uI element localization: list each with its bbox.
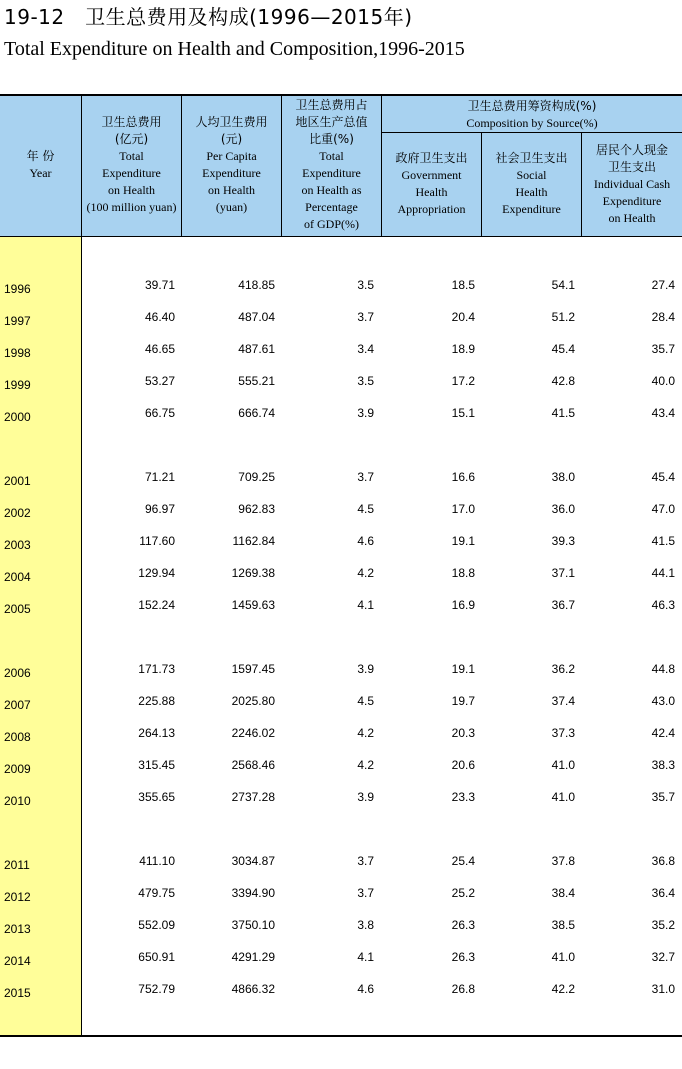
total-cell: 96.97: [144, 502, 175, 516]
per-capita-cell: 666.74: [238, 406, 275, 420]
total-cell: 171.73: [138, 662, 175, 676]
per-capita-cell: 1269.38: [231, 566, 275, 580]
government-cell: 18.8: [451, 566, 475, 580]
table-row: [0, 502, 682, 522]
total-cell: 752.79: [138, 982, 175, 996]
individual-cash-cell: 43.0: [651, 694, 675, 708]
gdp-share-cell: 3.5: [357, 374, 374, 388]
social-cell: 41.0: [551, 758, 575, 772]
gdp-share-cell: 3.7: [357, 854, 374, 868]
per-capita-cell: 3034.87: [231, 854, 275, 868]
government-cell: 15.1: [451, 406, 475, 420]
table-row: [0, 726, 682, 746]
table-row: [0, 950, 682, 970]
year-cell: 2000: [4, 410, 31, 424]
per-capita-cell: 3394.90: [231, 886, 275, 900]
year-cell: 2008: [4, 730, 31, 744]
gdp-share-cell: 3.7: [357, 470, 374, 484]
government-cell: 16.9: [451, 598, 475, 612]
gdp-share-cell: 3.9: [357, 406, 374, 420]
table-row: [0, 758, 682, 778]
gdp-share-cell: 3.7: [357, 310, 374, 324]
per-capita-cell: 555.21: [238, 374, 275, 388]
table-row: [0, 566, 682, 586]
table-row: [0, 598, 682, 618]
individual-cash-cell: 38.3: [651, 758, 675, 772]
per-capita-cell: 2025.80: [231, 694, 275, 708]
year-cell: 2009: [4, 762, 31, 776]
total-cell: 225.88: [138, 694, 175, 708]
total-cell: 39.71: [144, 278, 175, 292]
individual-cash-cell: 45.4: [651, 470, 675, 484]
per-capita-cell: 4866.32: [231, 982, 275, 996]
social-cell: 38.0: [551, 470, 575, 484]
total-cell: 552.09: [138, 918, 175, 932]
header-composition: 卫生总费用筹资构成(%) Composition by Source(%): [466, 99, 598, 130]
gdp-share-cell: 4.2: [357, 566, 374, 580]
government-cell: 26.3: [451, 950, 475, 964]
year-cell: 2005: [4, 602, 31, 616]
total-cell: 315.45: [138, 758, 175, 772]
year-cell: 2003: [4, 538, 31, 552]
gdp-share-cell: 3.9: [357, 662, 374, 676]
year-cell: 2012: [4, 890, 31, 904]
gdp-share-cell: 4.6: [357, 982, 374, 996]
government-cell: 20.3: [451, 726, 475, 740]
individual-cash-cell: 36.4: [651, 886, 675, 900]
government-cell: 17.2: [451, 374, 475, 388]
composition-divider: [382, 132, 682, 133]
table-row: [0, 662, 682, 682]
government-cell: 18.5: [451, 278, 475, 292]
social-cell: 42.8: [551, 374, 575, 388]
social-cell: 37.8: [551, 854, 575, 868]
government-cell: 16.6: [451, 470, 475, 484]
social-cell: 37.4: [551, 694, 575, 708]
gdp-share-cell: 4.2: [357, 726, 374, 740]
expenditure-table: [0, 94, 682, 1037]
gdp-share-cell: 3.4: [357, 342, 374, 356]
government-cell: 19.7: [451, 694, 475, 708]
gdp-share-cell: 4.6: [357, 534, 374, 548]
per-capita-cell: 1459.63: [231, 598, 275, 612]
table-row: [0, 406, 682, 426]
header-total: 卫生总费用 (亿元) Total Expenditure on Health (100 million yuan): [86, 115, 177, 214]
table-row: [0, 886, 682, 906]
year-cell: 2001: [4, 474, 31, 488]
header-gdp-share: 卫生总费用占 地区生产总值 比重(%) Total Expenditure on Health as Percentage of GDP(%): [295, 98, 368, 231]
total-cell: 66.75: [144, 406, 175, 420]
table-row: [0, 470, 682, 490]
header-year: 年 份 Year: [26, 149, 55, 180]
government-cell: 25.2: [451, 886, 475, 900]
government-cell: 20.6: [451, 758, 475, 772]
individual-cash-cell: 35.2: [651, 918, 675, 932]
bottom-rule: [0, 1035, 682, 1037]
total-cell: 71.21: [144, 470, 175, 484]
table-row: [0, 310, 682, 330]
year-cell: 1997: [4, 314, 31, 328]
social-cell: 36.2: [551, 662, 575, 676]
per-capita-cell: 962.83: [238, 502, 275, 516]
top-rule: [0, 94, 682, 96]
year-cell: 2011: [4, 858, 30, 872]
social-cell: 37.1: [551, 566, 575, 580]
header-individual-cash: 居民个人现金 卫生支出 Individual Cash Expenditure on Health: [593, 143, 671, 225]
per-capita-cell: 2568.46: [231, 758, 275, 772]
per-capita-cell: 709.25: [238, 470, 275, 484]
individual-cash-cell: 44.8: [651, 662, 675, 676]
header-bottom-rule: [0, 236, 682, 237]
table-row: [0, 982, 682, 1002]
per-capita-cell: 3750.10: [231, 918, 275, 932]
gdp-share-cell: 4.5: [357, 694, 374, 708]
table-row: [0, 790, 682, 810]
social-cell: 45.4: [551, 342, 575, 356]
government-cell: 19.1: [451, 662, 475, 676]
individual-cash-cell: 43.4: [651, 406, 675, 420]
table-row: [0, 694, 682, 714]
table-row: [0, 918, 682, 938]
government-cell: 19.1: [451, 534, 475, 548]
social-cell: 37.3: [551, 726, 575, 740]
gdp-share-cell: 3.9: [357, 790, 374, 804]
gdp-share-cell: 3.8: [357, 918, 374, 932]
total-cell: 479.75: [138, 886, 175, 900]
gdp-share-cell: 3.5: [357, 278, 374, 292]
year-cell: 2004: [4, 570, 31, 584]
individual-cash-cell: 47.0: [651, 502, 675, 516]
individual-cash-cell: 44.1: [651, 566, 675, 580]
year-cell: 1999: [4, 378, 31, 392]
per-capita-cell: 487.61: [238, 342, 275, 356]
individual-cash-cell: 31.0: [651, 982, 675, 996]
gdp-share-cell: 3.7: [357, 886, 374, 900]
year-cell: 1996: [4, 282, 31, 296]
total-cell: 117.60: [139, 534, 175, 548]
year-cell: 1998: [4, 346, 31, 360]
government-cell: 17.0: [451, 502, 475, 516]
government-cell: 18.9: [451, 342, 475, 356]
social-cell: 38.5: [551, 918, 575, 932]
individual-cash-cell: 40.0: [651, 374, 675, 388]
total-cell: 46.65: [144, 342, 175, 356]
header-per-capita: 人均卫生费用 (元) Per Capita Expenditure on Health (yuan): [195, 115, 268, 214]
table-row: [0, 374, 682, 394]
year-cell: 2007: [4, 698, 31, 712]
total-cell: 53.27: [144, 374, 175, 388]
table-row: [0, 342, 682, 362]
total-cell: 264.13: [138, 726, 175, 740]
individual-cash-cell: 27.4: [651, 278, 675, 292]
social-cell: 42.2: [551, 982, 575, 996]
year-cell: 2006: [4, 666, 31, 680]
table-row: [0, 534, 682, 554]
individual-cash-cell: 35.7: [651, 342, 675, 356]
individual-cash-cell: 28.4: [651, 310, 675, 324]
per-capita-cell: 487.04: [238, 310, 275, 324]
gdp-share-cell: 4.5: [357, 502, 374, 516]
government-cell: 26.3: [451, 918, 475, 932]
table-row: [0, 278, 682, 298]
year-cell: 2013: [4, 922, 31, 936]
individual-cash-cell: 41.5: [651, 534, 675, 548]
government-cell: 25.4: [451, 854, 475, 868]
social-cell: 38.4: [551, 886, 575, 900]
total-cell: 129.94: [138, 566, 175, 580]
per-capita-cell: 418.85: [238, 278, 275, 292]
total-cell: 650.91: [138, 950, 175, 964]
social-cell: 36.0: [551, 502, 575, 516]
government-cell: 23.3: [451, 790, 475, 804]
year-cell: 2010: [4, 794, 31, 808]
total-cell: 46.40: [144, 310, 175, 324]
individual-cash-cell: 35.7: [651, 790, 675, 804]
total-cell: 411.10: [139, 854, 175, 868]
year-cell: 2015: [4, 986, 31, 1000]
social-cell: 39.3: [551, 534, 575, 548]
year-cell: 2014: [4, 954, 31, 968]
social-cell: 41.0: [551, 950, 575, 964]
header-government: 政府卫生支出 Government Health Appropriation: [395, 151, 468, 216]
per-capita-cell: 1597.45: [231, 662, 275, 676]
total-cell: 152.24: [138, 598, 175, 612]
social-cell: 51.2: [551, 310, 575, 324]
per-capita-cell: 2246.02: [231, 726, 275, 740]
table-row: [0, 854, 682, 874]
social-cell: 41.0: [551, 790, 575, 804]
table-title-cn: 19-12 卫生总费用及构成(1996—2015年): [4, 5, 413, 29]
gdp-share-cell: 4.1: [357, 950, 374, 964]
social-cell: 36.7: [551, 598, 575, 612]
government-cell: 26.8: [451, 982, 475, 996]
government-cell: 20.4: [451, 310, 475, 324]
per-capita-cell: 2737.28: [231, 790, 275, 804]
gdp-share-cell: 4.2: [357, 758, 374, 772]
social-cell: 41.5: [551, 406, 575, 420]
total-cell: 355.65: [138, 790, 175, 804]
per-capita-cell: 4291.29: [231, 950, 275, 964]
individual-cash-cell: 32.7: [651, 950, 675, 964]
per-capita-cell: 1162.84: [232, 534, 275, 548]
individual-cash-cell: 46.3: [651, 598, 675, 612]
year-cell: 2002: [4, 506, 31, 520]
individual-cash-cell: 42.4: [651, 726, 675, 740]
social-cell: 54.1: [551, 278, 575, 292]
table-title-en: Total Expenditure on Health and Composition,1996-2015: [4, 38, 465, 60]
individual-cash-cell: 36.8: [651, 854, 675, 868]
gdp-share-cell: 4.1: [357, 598, 374, 612]
header-social: 社会卫生支出 Social Health Expenditure: [495, 151, 568, 216]
